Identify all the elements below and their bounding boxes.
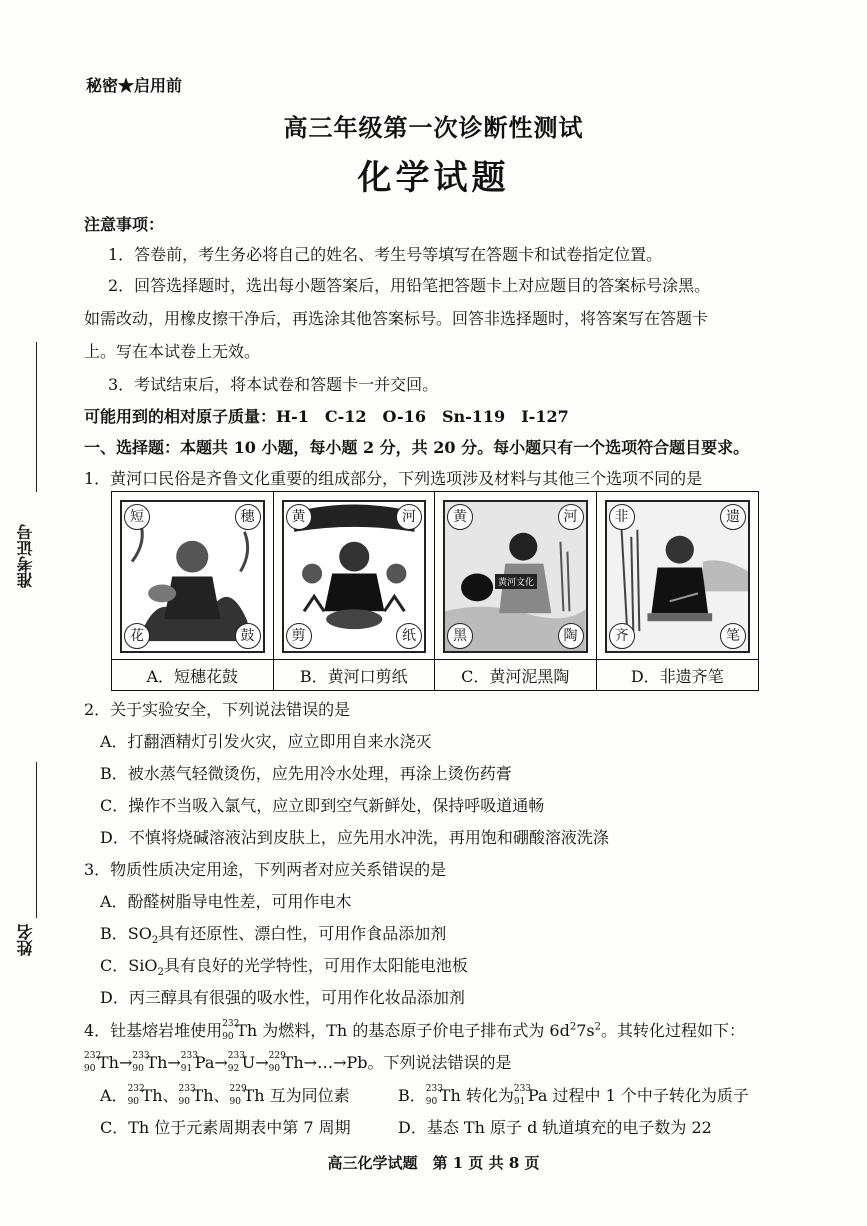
note-2c: 上。写在本试卷上无效。 xyxy=(84,342,261,361)
confidential-mark: 秘密★启用前 xyxy=(86,76,183,95)
note-1: 1．答卷前，考生务必将自己的姓名、考生号等填写在答题卡和试卷指定位置。 xyxy=(108,245,663,264)
option-b-caption: B．黄河口剪纸 xyxy=(274,660,436,690)
q3-stem: 3．物质性质决定用途，下列两者对应关系错误的是 xyxy=(84,860,447,879)
subject-title: 化学试题 xyxy=(357,158,510,198)
note-3: 3．考试结束后，将本试卷和答题卡一并交回。 xyxy=(108,375,439,394)
q2-option-b: B．被水蒸气轻微烫伤，应先用冷水处理，再涂上烫伤药膏 xyxy=(100,764,512,783)
folk-drum-picture xyxy=(120,500,265,653)
picture-char: 非 xyxy=(609,504,635,530)
picture-b xyxy=(274,492,436,660)
picture-char: 笔 xyxy=(720,623,746,649)
picture-char: 黄 xyxy=(447,504,473,530)
note-2b: 如需改动，用橡皮擦干净后，再选涂其他答案标号。回答非选择题时，将答案写在答题卡 xyxy=(84,309,709,328)
q2-option-d: D．不慎将烧碱溶液沾到皮肤上，应先用水冲洗，再用饱和硼酸溶液洗涤 xyxy=(100,828,609,847)
q4-option-a: A． 232 90 Th、 233 90 Th、 229 90 Th 互为同位素 xyxy=(100,1084,350,1107)
picture-char: 鼓 xyxy=(235,623,261,649)
picture-char: 短 xyxy=(124,504,150,530)
q4-option-b: B． 233 90 Th 转化为 233 91 Pa 过程中 1 个中子转化为质子 xyxy=(398,1084,749,1107)
exam-no-line xyxy=(36,342,37,492)
q3-option-d: D．丙三醇具有很强的吸水性，可用作化妆品添加剂 xyxy=(100,988,465,1007)
picture-a xyxy=(112,492,274,660)
q2-option-c: C．操作不当吸入氯气，应立即到空气新鲜处，保持呼吸道通畅 xyxy=(100,796,545,815)
picture-char: 陶 xyxy=(558,623,584,649)
atomic-masses: 可能用到的相对原子质量：H-1 C-12 O-16 Sn-119 I-127 xyxy=(84,407,569,426)
name-line xyxy=(36,762,37,918)
writing-brush-picture xyxy=(605,500,751,653)
q4-decay-chain: 232 90 Th→ 233 90 Th→ 233 91 Pa→ 233 92 U→ 229 90 Th→…→Pb。下列说法错误的是 xyxy=(84,1051,512,1074)
picture-char: 黑 xyxy=(447,623,473,649)
page-footer: 高三化学试题 第 1 页 共 8 页 xyxy=(327,1154,540,1172)
picture-char: 遗 xyxy=(720,504,746,530)
q3-option-c: C．SiO$_2$具有良好的光学特性，可用作太阳能电池板 xyxy=(100,956,468,979)
q1-picture-table xyxy=(111,491,759,691)
picture-d xyxy=(597,492,759,660)
q3-option-b: B．$SO_2$具有还原性、漂白性，可用作食品添加剂 xyxy=(100,924,447,947)
picture-char: 河 xyxy=(396,504,422,530)
q2-stem: 2．关于实验安全，下列说法错误的是 xyxy=(84,700,351,719)
black-pottery-picture xyxy=(443,500,588,653)
q4-stem: 4．钍基熔岩堆使用 232 90 Th 为燃料，Th 的基态原子价电子排布式为 $6d^27s^2$。其转化过程如下： xyxy=(84,1019,745,1042)
picture-char: 纸 xyxy=(396,623,422,649)
picture-char: 花 xyxy=(124,623,150,649)
exam-title: 高三年级第一次诊断性测试 xyxy=(283,113,584,142)
notes-heading: 注意事项： xyxy=(84,215,165,234)
picture-c xyxy=(435,492,597,660)
q1-stem: 1．黄河口民俗是齐鲁文化重要的组成部分，下列选项涉及材料与其他三个选项不同的是 xyxy=(84,469,703,488)
exam-no-label: 准考证号 xyxy=(16,524,35,588)
q3-option-a: A．酚醛树脂导电性差，可用作电木 xyxy=(100,892,352,911)
note-2a: 2．回答选择题时，选出每小题答案后，用铅笔把答题卡上对应题目的答案标号涂黑。 xyxy=(108,276,711,295)
q2-option-a: A．打翻酒精灯引发火灾，应立即用自来水浇灭 xyxy=(100,732,432,751)
section-heading: 一、选择题：本题共 10 小题，每小题 2 分，共 20 分。每小题只有一个选项符合题目要求。 xyxy=(84,438,750,457)
option-d-caption: D．非遗齐笔 xyxy=(630,666,724,686)
q4-option-c: C．Th 位于元素周期表中第 7 周期 xyxy=(100,1118,351,1137)
picture-char: 黄 xyxy=(286,504,312,530)
picture-char: 河 xyxy=(558,504,584,530)
q4-option-d: D．基态 Th 原子 d 轨道填充的电子数为 22 xyxy=(398,1118,712,1137)
pottery-badge: 黄河文化 xyxy=(495,574,537,589)
picture-char: 齐 xyxy=(609,623,635,649)
option-a-caption: A．短穗花鼓 xyxy=(112,660,274,690)
picture-char: 穗 xyxy=(235,504,261,530)
picture-char: 剪 xyxy=(286,623,312,649)
option-c-caption: C．黄河泥黑陶 xyxy=(435,660,597,690)
name-label: 姓名 xyxy=(16,924,35,956)
papercut-picture xyxy=(282,500,427,653)
